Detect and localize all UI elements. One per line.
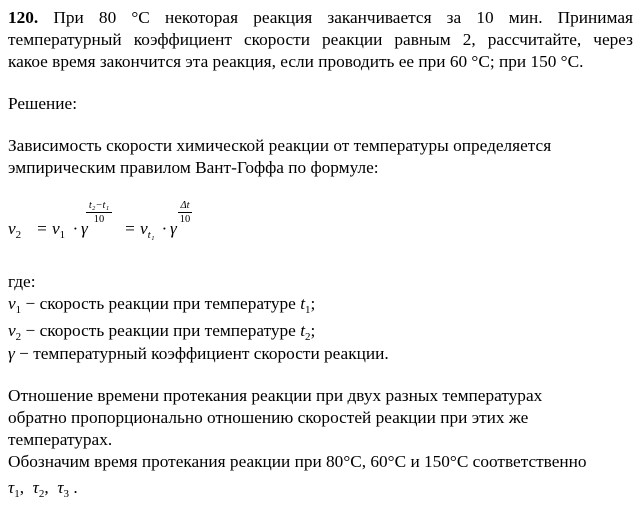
problem-text-1: При 80 °С некоторая реакция заканчивается за 10 мин. Принимая: [53, 8, 633, 27]
formula-dot-2: ·: [162, 219, 167, 238]
formula-gamma-1: γ: [81, 219, 88, 238]
where-label: где:: [8, 272, 36, 291]
where-item-2: $v_2$ − скорость реакции при температуре $t_2$;: [8, 321, 316, 343]
formula-eq-2: =: [124, 219, 136, 238]
ratio-line-4: Обозначим время протекания реакции при 80°С, 60°С и 150°С соответственно: [8, 452, 587, 471]
solution-heading: Решение:: [8, 94, 77, 113]
exponent-1-numerator: t₂−t₁: [88, 200, 110, 211]
problem-line-3: какое время закончится эта реакция, если проводить ее при 60 °С; при 150 °С.: [8, 52, 584, 71]
intro-line-2: эмпирическим правилом Вант-Гоффа по формуле:: [8, 158, 379, 177]
exponent-1-denominator: 10: [93, 214, 105, 225]
exponent-2-denominator: 10: [179, 214, 191, 225]
problem-line-2: температурный коэффициент скорости реакции равным 2, рассчитайте, через: [8, 30, 633, 49]
formula-vt: $v_{t_1}$: [140, 219, 155, 241]
problem-line-1: [8, 8, 633, 28]
ratio-line-2: обратно пропорционально отношению скоростей реакции при этих же: [8, 408, 529, 427]
intro-line-1: Зависимость скорости химической реакции от температуры определяется: [8, 136, 552, 155]
ratio-line-1: Отношение времени протекания реакции при двух разных температурах: [8, 386, 543, 405]
where-item-1: $v_1$ − скорость реакции при температуре $t_1$;: [8, 294, 316, 316]
formula-gamma-2: γ: [170, 219, 177, 238]
problem-number: 120.: [8, 8, 39, 27]
tau-symbols: $\tau_1$, $\tau_2$, $\tau_3$ .: [8, 478, 78, 500]
exponent-2-numerator: Δt: [180, 200, 190, 211]
formula-exponent-2: [178, 200, 192, 225]
formula-eq-1: =: [36, 219, 48, 238]
formula-v2: $v_2$: [8, 219, 22, 241]
ratio-line-3: температурах.: [8, 430, 113, 449]
formula-dot-1: ·: [73, 219, 78, 238]
where-item-3: γ − температурный коэффициент скорости реакции.: [8, 344, 389, 363]
formula-exponent-1: [86, 200, 112, 225]
vant-hoff-formula: [8, 196, 208, 246]
formula-v1: $v_1$: [52, 219, 66, 241]
